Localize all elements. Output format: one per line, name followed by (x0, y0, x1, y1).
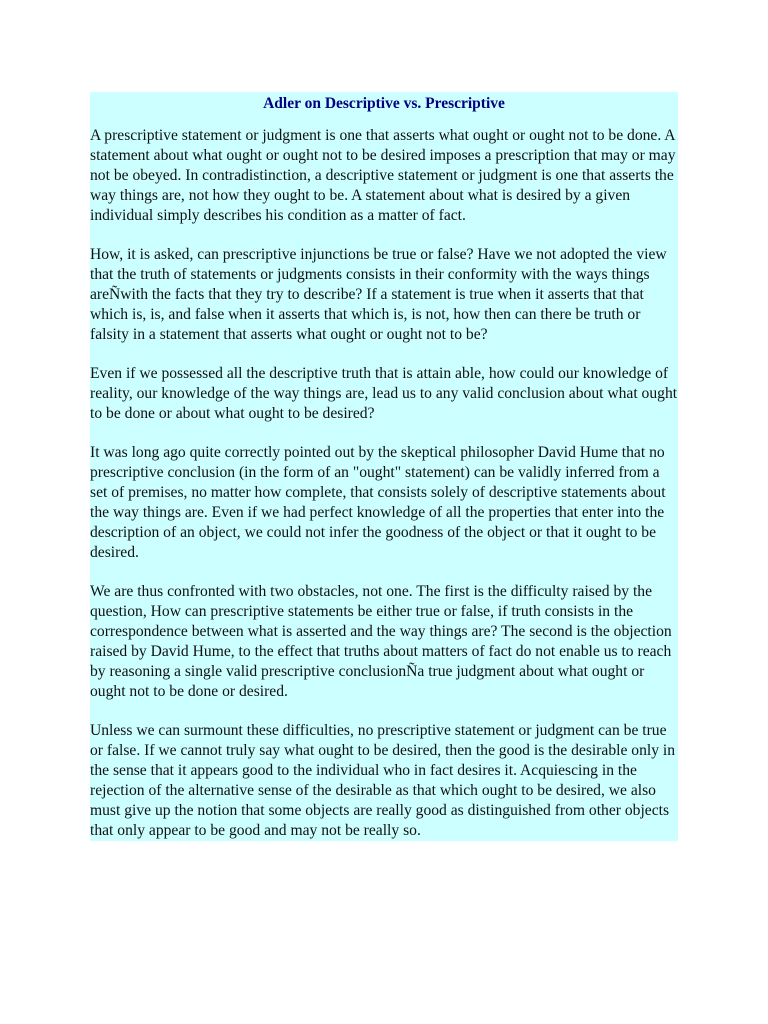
document-body (90, 92, 678, 841)
paragraph-2: How, it is asked, can prescriptive injunctions be true or false? Have we not adopted the view that the truth of statements or judgments consists in their conformity with the ways things areÑwith the facts that they try to describe? If a statement is true when it asserts that that which is, is, and false when it asserts that which is, is not, how then can there be truth or falsity in a statement that asserts what ought or ought not to be? (90, 246, 667, 343)
paragraph-4: It was long ago quite correctly pointed out by the skeptical philosopher David Hume that no prescriptive conclusion (in the form of an "ought" statement) can be validly inferred from a set of premises, no matter how complete, that consists solely of descriptive statements about the way things are. Even if we had perfect knowledge of all the properties that enter into the description of an object, we could not infer the goodness of the object or that it ought to be desired. (90, 444, 666, 561)
paragraph-5: We are thus confronted with two obstacles, not one. The first is the difficulty raised by the question, How can prescriptive statements be either true or false, if truth consists in the correspondence between what is asserted and the way things are? The second is the objection raised by David Hume, to the effect that truths about matters of fact do not enable us to reach by reasoning a single valid prescriptive conclusionÑa true judgment about what ought or ought not to be done or desired. (90, 583, 672, 700)
paragraph-1: A prescriptive statement or judgment is one that asserts what ought or ought not to be done. A statement about what ought or ought not to be desired imposes a prescription that may or may not be obeyed. In contradistinction, a descriptive statement or judgment is one that asserts the way things are, not how they ought to be. A statement about what is desired by a given individual simply describes his condition as a matter of fact. (90, 127, 676, 224)
paragraph-6: Unless we can surmount these difficulties, no prescriptive statement or judgment can be true or false. If we cannot truly say what ought to be desired, then the good is the desirable only in the sense that it appears good to the individual who in fact desires it. Acquiescing in the rejection of the alternative sense of the desirable as that which ought to be desired, we also must give up the notion that some objects are really good as distinguished from other objects that only appear to be good and may not be really so. (90, 722, 676, 839)
paragraph-3: Even if we possessed all the descriptive truth that is attain able, how could our knowledge of reality, our knowledge of the way things are, lead us to any valid conclusion about what ought to be done or about what ought to be desired? (90, 365, 678, 422)
document-title: Adler on Descriptive vs. Prescriptive (263, 95, 505, 112)
